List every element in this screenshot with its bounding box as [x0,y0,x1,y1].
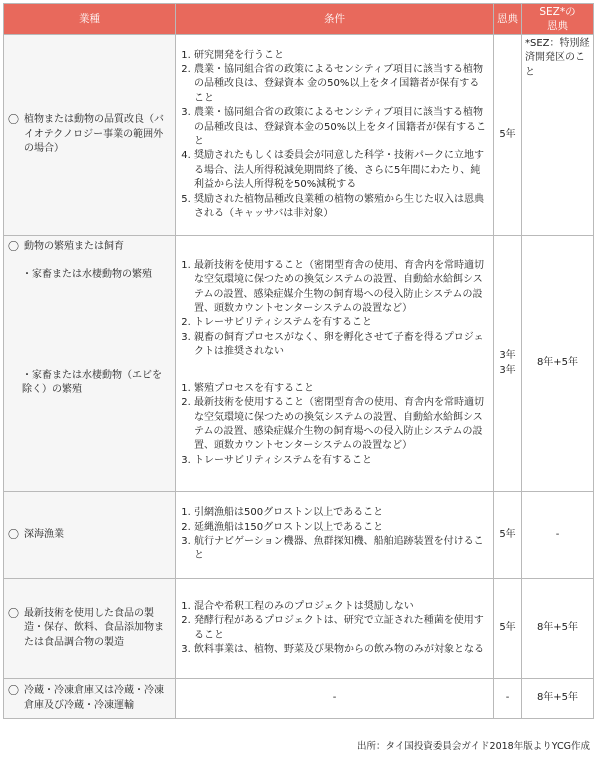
header-benefit: 恩典 [494,4,522,35]
industry-cell [4,579,176,679]
conditions-cell [176,35,494,236]
condition-item: 1. 繁殖プロセスを有すること [194,382,489,396]
condition-item: 1. 混合や希釈工程のみのプロジェクトは奨励しない [194,600,489,614]
table-row [4,236,594,492]
condition-item: 2. 最新技術を使用すること（密閉型育舎の使用、育舎内を常時適切な空気環境に保つための換気システムの設置、自動給水給餌システムの設置、感染症媒介生物の飼育場への侵入防止システムの設置、頭数カウントセンターシステムの設置など） [194,396,489,454]
table-row [4,492,594,579]
header-sez [522,4,594,35]
sub-category-label: ・家畜または水棲動物の繁殖 [22,269,152,281]
conditions-list [180,600,489,658]
benefit-cell [494,236,522,492]
industry-label: 深海漁業 [24,528,64,540]
condition-item: 3. 親畜の飼育プロセスがなく、卵を孵化させて子畜を得るプロジェクトは推奨されない [194,331,489,360]
benefit-value: 3年 [499,364,516,376]
condition-item: 4. 奨励されたもしくは委員会が同意した科学・技術パークに立地する場合、法人所得税減免期間終了後、さらに5年間にわたり、純利益から法人所得税を50%減税する [194,149,489,192]
condition-item: 2. 農業・協同組合省の政策によるセンシティブ項目に該当する植物の品種改良は、登録資本 金の50%以上をタイ国籍者が保有すること [194,63,489,106]
header-sez-line1: SEZ*の [539,6,576,18]
table-row [4,679,594,719]
condition-item: 3. トレーサビリティシステムを有すること [194,454,489,468]
industry-label: 動物の繁殖または飼育 [24,241,124,252]
circle-bullet: 〇 [8,113,19,127]
header-sez-line2: 恩典 [547,20,568,32]
table-row [4,35,594,236]
conditions-list [180,506,489,564]
sez-cell: 8年+5年 [522,236,594,492]
condition-item: 1. 最新技術を使用すること（密閉型育舎の使用、育舎内を常時適切な空気環境に保つための換気システムの設置、自動給水給餌システムの設置、感染症媒介生物の飼育場への侵入防止システムの設置、頭数カウントセンターシステムの設置など） [194,259,489,317]
condition-item: 1. 研究開発を行うこと [194,49,489,63]
conditions-cell [176,579,494,679]
conditions-cell [176,492,494,579]
condition-item: 1. 引網漁船は500グロストン以上であること [194,506,489,520]
condition-item: 2. 発酵行程があるプロジェクトは、研究で立証された種菌を使用すること [194,614,489,643]
industry-label: 最新技術を使用した食品の製造・保存、飲料、食品添加物または食品調合物の製造 [24,607,164,648]
table-row [4,579,594,679]
sez-cell [522,35,594,236]
source-note: 出所：タイ国投資委員会ガイド2018年版よりYCG作成 [357,741,590,752]
benefit-cell: 5年 [494,492,522,579]
sez-cell: 8年+5年 [522,579,594,679]
sez-cell: 8年+5年 [522,679,594,719]
circle-bullet: 〇 [8,527,19,541]
investment-incentive-table [3,3,594,719]
conditions-list [180,49,489,222]
sub-category-label: ・家畜または水棲動物（エビを除く）の繁殖 [22,369,162,396]
condition-item: 3. 航行ナビゲーション機器、魚群探知機、船舶追跡装置を付けること [194,535,489,564]
industry-cell [4,492,176,579]
circle-bullet: 〇 [8,240,19,253]
conditions-list [180,382,489,468]
benefit-cell: 5年 [494,35,522,236]
header-industry: 業種 [4,4,176,35]
industry-cell [4,236,176,492]
conditions-cell [176,236,494,492]
industry-cell [4,679,176,719]
circle-bullet: 〇 [8,684,19,698]
conditions-list [180,259,489,360]
condition-item: 5. 奨励された植物品種改良業種の植物の繁殖から生じた収入は恩典される（キャッサバは非対象） [194,193,489,222]
industry-cell [4,35,176,236]
circle-bullet: 〇 [8,606,19,620]
condition-item: 2. トレーサビリティシステムを有すること [194,316,489,330]
sez-footnote: *SEZ：特別経済開発区のこと [525,38,590,78]
benefit-cell: - [494,679,522,719]
condition-item: 3. 飲料事業は、植物、野菜及び果物からの飲み物のみが対象となる [194,643,489,657]
benefit-cell: 5年 [494,579,522,679]
conditions-cell: - [176,679,494,719]
industry-label: 冷蔵・冷凍倉庫又は冷蔵・冷凍倉庫及び冷蔵・冷凍運輸 [24,685,164,711]
benefit-value: 3年 [499,350,516,362]
condition-item: 3. 農業・協同組合省の政策によるセンシティブ項目に該当する植物の品種改良は、登録資本金の50%以上をタイ国籍者が保有すること [194,106,489,149]
industry-label: 植物または動物の品質改良（バイオテクノロジー事業の範囲外の場合） [24,114,164,155]
header-row [4,4,594,35]
header-conditions: 条件 [176,4,494,35]
sez-cell: - [522,492,594,579]
condition-item: 2. 延縄漁船は150グロストン以上であること [194,521,489,535]
